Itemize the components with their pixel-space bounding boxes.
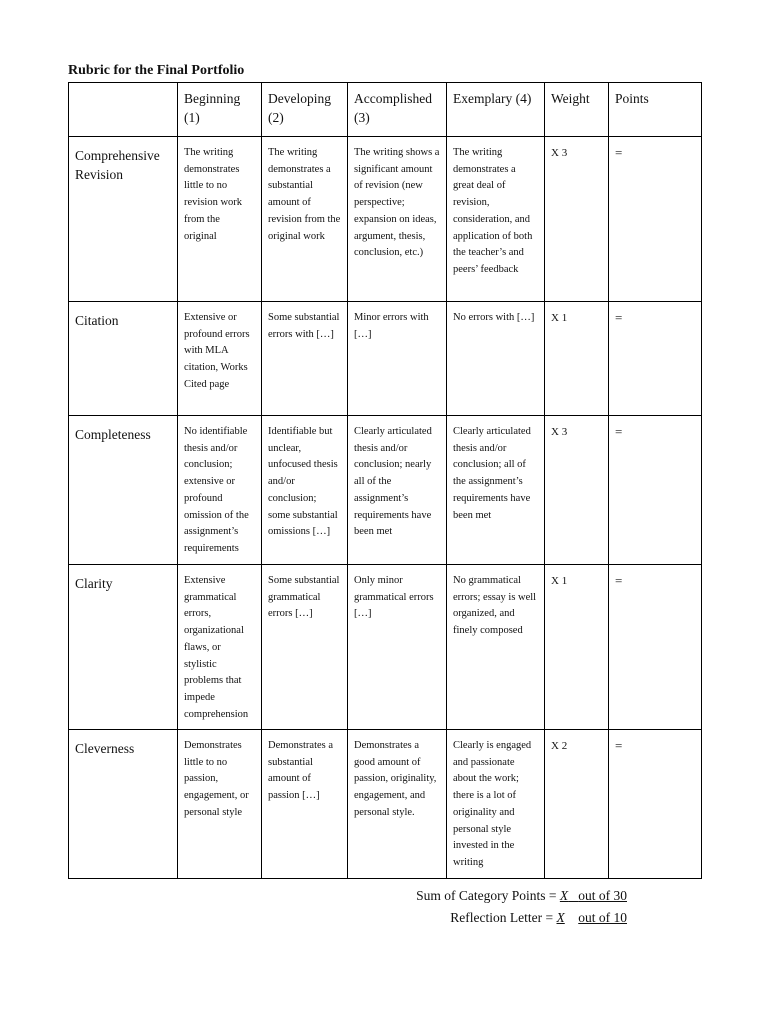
header-cell-empty [69, 83, 178, 137]
accomplished-cell: Only minor grammatical errors […] [348, 565, 447, 730]
reflection-label: Reflection Letter = [450, 910, 557, 925]
beginning-cell: No identifiable thesis and/or conclusion; extensive or profound omission of the assignment’s requirements [178, 416, 262, 565]
table-row [69, 302, 702, 416]
developing-cell: The writing demonstrates a substantial amount of revision from the original work [262, 137, 348, 302]
beginning-cell: Extensive or profound errors with MLA citation, Works Cited page [178, 302, 262, 416]
table-row [69, 416, 702, 565]
sum-value: X [559, 888, 569, 903]
developing-cell: Some substantial errors with […] [262, 302, 348, 416]
rubric-table [68, 82, 702, 879]
category-cell: Cleverness [69, 730, 178, 879]
points-cell: = [609, 565, 702, 730]
reflection-value: X [556, 910, 565, 925]
header-exemplary: Exemplary (4) [447, 83, 545, 137]
beginning-cell: The writing demonstrates little to no revision work from the original [178, 137, 262, 302]
weight-cell: X 1 [545, 302, 609, 416]
accomplished-cell: Minor errors with […] [348, 302, 447, 416]
exemplary-cell: The writing demonstrates a great deal of revision, consideration, and application of both the teacher’s and peers’ feedback [447, 137, 545, 302]
reflection-total: out of 10 [578, 910, 627, 925]
points-cell: = [609, 302, 702, 416]
exemplary-cell: No errors with […] [447, 302, 545, 416]
developing-cell: Some substantial grammatical errors […] [262, 565, 348, 730]
header-developing: Developing (2) [262, 83, 348, 137]
developing-cell: Demonstrates a substantial amount of passion […] [262, 730, 348, 879]
header-points: Points [609, 83, 702, 137]
weight-cell: X 3 [545, 416, 609, 565]
header-beginning: Beginning (1) [178, 83, 262, 137]
beginning-cell: Extensive grammatical errors, organizational flaws, or stylistic problems that impede comprehension [178, 565, 262, 730]
points-cell: = [609, 730, 702, 879]
exemplary-cell: No grammatical errors; essay is well organized, and finely composed [447, 565, 545, 730]
category-cell: Clarity [69, 565, 178, 730]
developing-cell: Identifiable but unclear, unfocused thesis and/or conclusion; some substantial omissions […] [262, 416, 348, 565]
exemplary-cell: Clearly is engaged and passionate about the work; there is a lot of originality and personal style invested in the writing [447, 730, 545, 879]
header-weight: Weight [545, 83, 609, 137]
category-cell: Comprehensive Revision [69, 137, 178, 302]
accomplished-cell: Clearly articulated thesis and/or conclusion; nearly all of the assignment’s requirements have been met [348, 416, 447, 565]
accomplished-cell: Demonstrates a good amount of passion, originality, engagement, and personal style. [348, 730, 447, 879]
sum-category-points-line [416, 888, 627, 904]
page-title: Rubric for the Final Portfolio [68, 63, 245, 78]
exemplary-cell: Clearly articulated thesis and/or conclusion; all of the assignment’s requirements have been met [447, 416, 545, 565]
category-cell: Completeness [69, 416, 178, 565]
weight-cell: X 2 [545, 730, 609, 879]
header-accomplished: Accomplished (3) [348, 83, 447, 137]
table-row [69, 565, 702, 730]
table-row [69, 137, 702, 302]
reflection-letter-line [450, 910, 627, 926]
points-cell: = [609, 137, 702, 302]
table-row [69, 730, 702, 879]
points-cell: = [609, 416, 702, 565]
category-cell: Citation [69, 302, 178, 416]
weight-cell: X 1 [545, 565, 609, 730]
weight-cell: X 3 [545, 137, 609, 302]
sum-label: Sum of Category Points = [416, 888, 560, 903]
sum-total: out of 30 [578, 888, 627, 903]
header-row [69, 83, 702, 137]
beginning-cell: Demonstrates little to no passion, engagement, or personal style [178, 730, 262, 879]
accomplished-cell: The writing shows a significant amount of revision (new perspective; expansion on ideas, argument, thesis, conclusion, etc.) [348, 137, 447, 302]
